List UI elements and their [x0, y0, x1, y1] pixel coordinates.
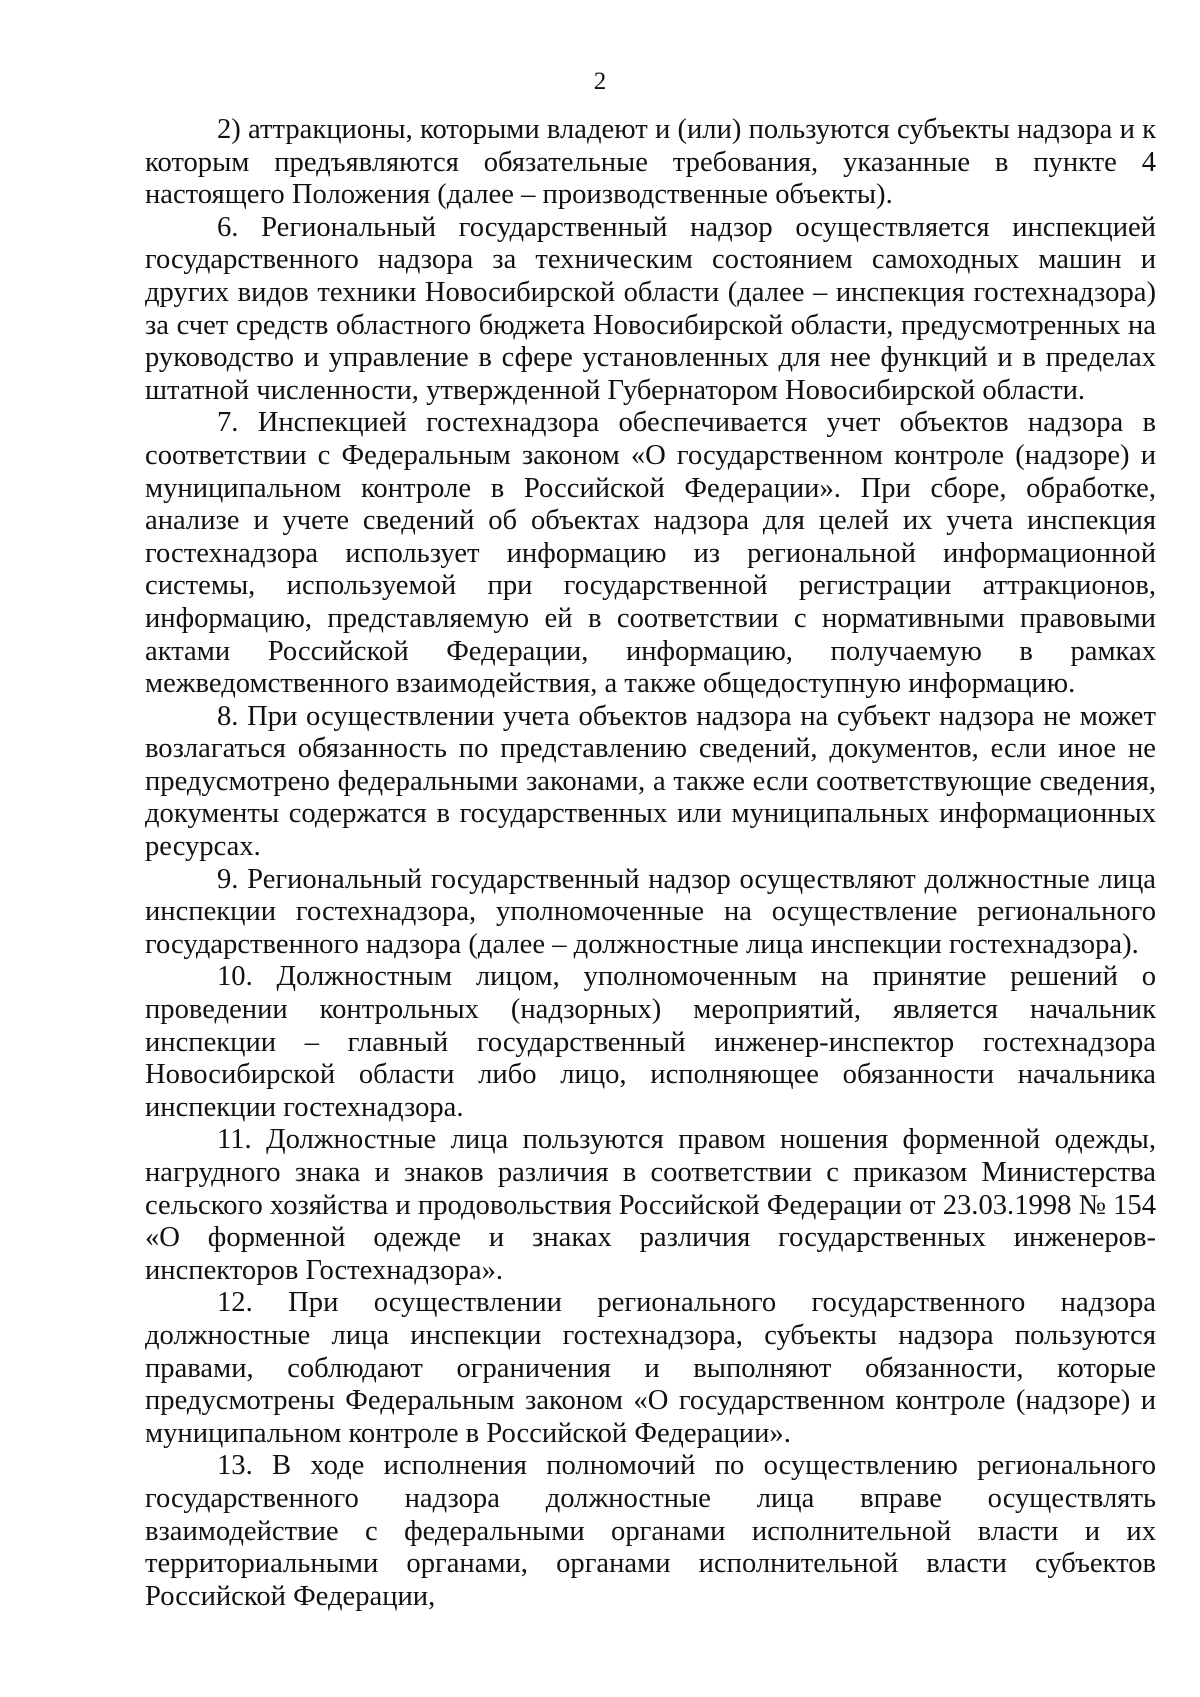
paragraph-13: 13. В ходе исполнения полномочий по осуществлению регионального государственного надзора должностные лица вправе осуществлять взаимодействие с федеральными органами исполнительной власти и их территориальными органами, органами исполнительной власти субъектов Российской Федерации,: [145, 1450, 1156, 1612]
document-body: [145, 114, 1156, 1613]
page-number: 2: [593, 68, 607, 95]
paragraph-10: 10. Должностным лицом, уполномоченным на принятие решений о проведении контрольных (надзорных) мероприятий, является начальник инспекции – главный государственный инженер-инспектор гостехнадзора Новосибирской области либо лицо, исполняющее обязанности начальника инспекции гостехнадзора.: [145, 961, 1156, 1123]
paragraph-6: 6. Региональный государственный надзор осуществляется инспекцией государственного надзора за техническим состоянием самоходных машин и других видов техники Новосибирской области (далее – инспекция гостехнадзора) за счет средств областного бюджета Новосибирской области, предусмотренных на руководство и управление в сфере установленных для нее функций и в пределах штатной численности, утвержденной Губернатором Новосибирской области.: [145, 211, 1156, 406]
paragraph-7: 7. Инспекцией гостехнадзора обеспечивается учет объектов надзора в соответствии с Федеральным законом «О государственном контроле (надзоре) и муниципальном контроле в Российской Федерации». При сборе, обработке, анализе и учете сведений об объектах надзора для целей их учета инспекция гостехнадзора использует информацию из региональной информационной системы, используемой при государственной регистрации аттракционов, информацию, представляемую ей в соответствии с нормативными правовыми актами Российской Федерации, информацию, получаемую в рамках межведомственного взаимодействия, а также общедоступную информацию.: [145, 407, 1156, 700]
paragraph-12: 12. При осуществлении регионального государственного надзора должностные лица инспекции гостехнадзора, субъекты надзора пользуются правами, соблюдают ограничения и выполняют обязанности, которые предусмотрены Федеральным законом «О государственном контроле (надзоре) и муниципальном контроле в Российской Федерации».: [145, 1287, 1156, 1449]
paragraph-item-2: 2) аттракционы, которыми владеют и (или) пользуются субъекты надзора и к которым предъявляются обязательные требования, указанные в пункте 4 настоящего Положения (далее – производственные объекты).: [145, 114, 1156, 211]
paragraph-9: 9. Региональный государственный надзор осуществляют должностные лица инспекции гостехнадзора, уполномоченные на осуществление регионального государственного надзора (далее – должностные лица инспекции гостехнадзора).: [145, 863, 1156, 960]
paragraph-11: 11. Должностные лица пользуются правом ношения форменной одежды, нагрудного знака и знаков различия в соответствии с приказом Министерства сельского хозяйства и продовольствия Российской Федерации от 23.03.1998 № 154 «О форменной одежде и знаках различия государственных инженеров-инспекторов Гостехнадзора».: [145, 1124, 1156, 1286]
paragraph-8: 8. При осуществлении учета объектов надзора на субъект надзора не может возлагаться обязанность по представлению сведений, документов, если иное не предусмотрено федеральными законами, а также если соответствующие сведения, документы содержатся в государственных или муниципальных информационных ресурсах.: [145, 700, 1156, 863]
